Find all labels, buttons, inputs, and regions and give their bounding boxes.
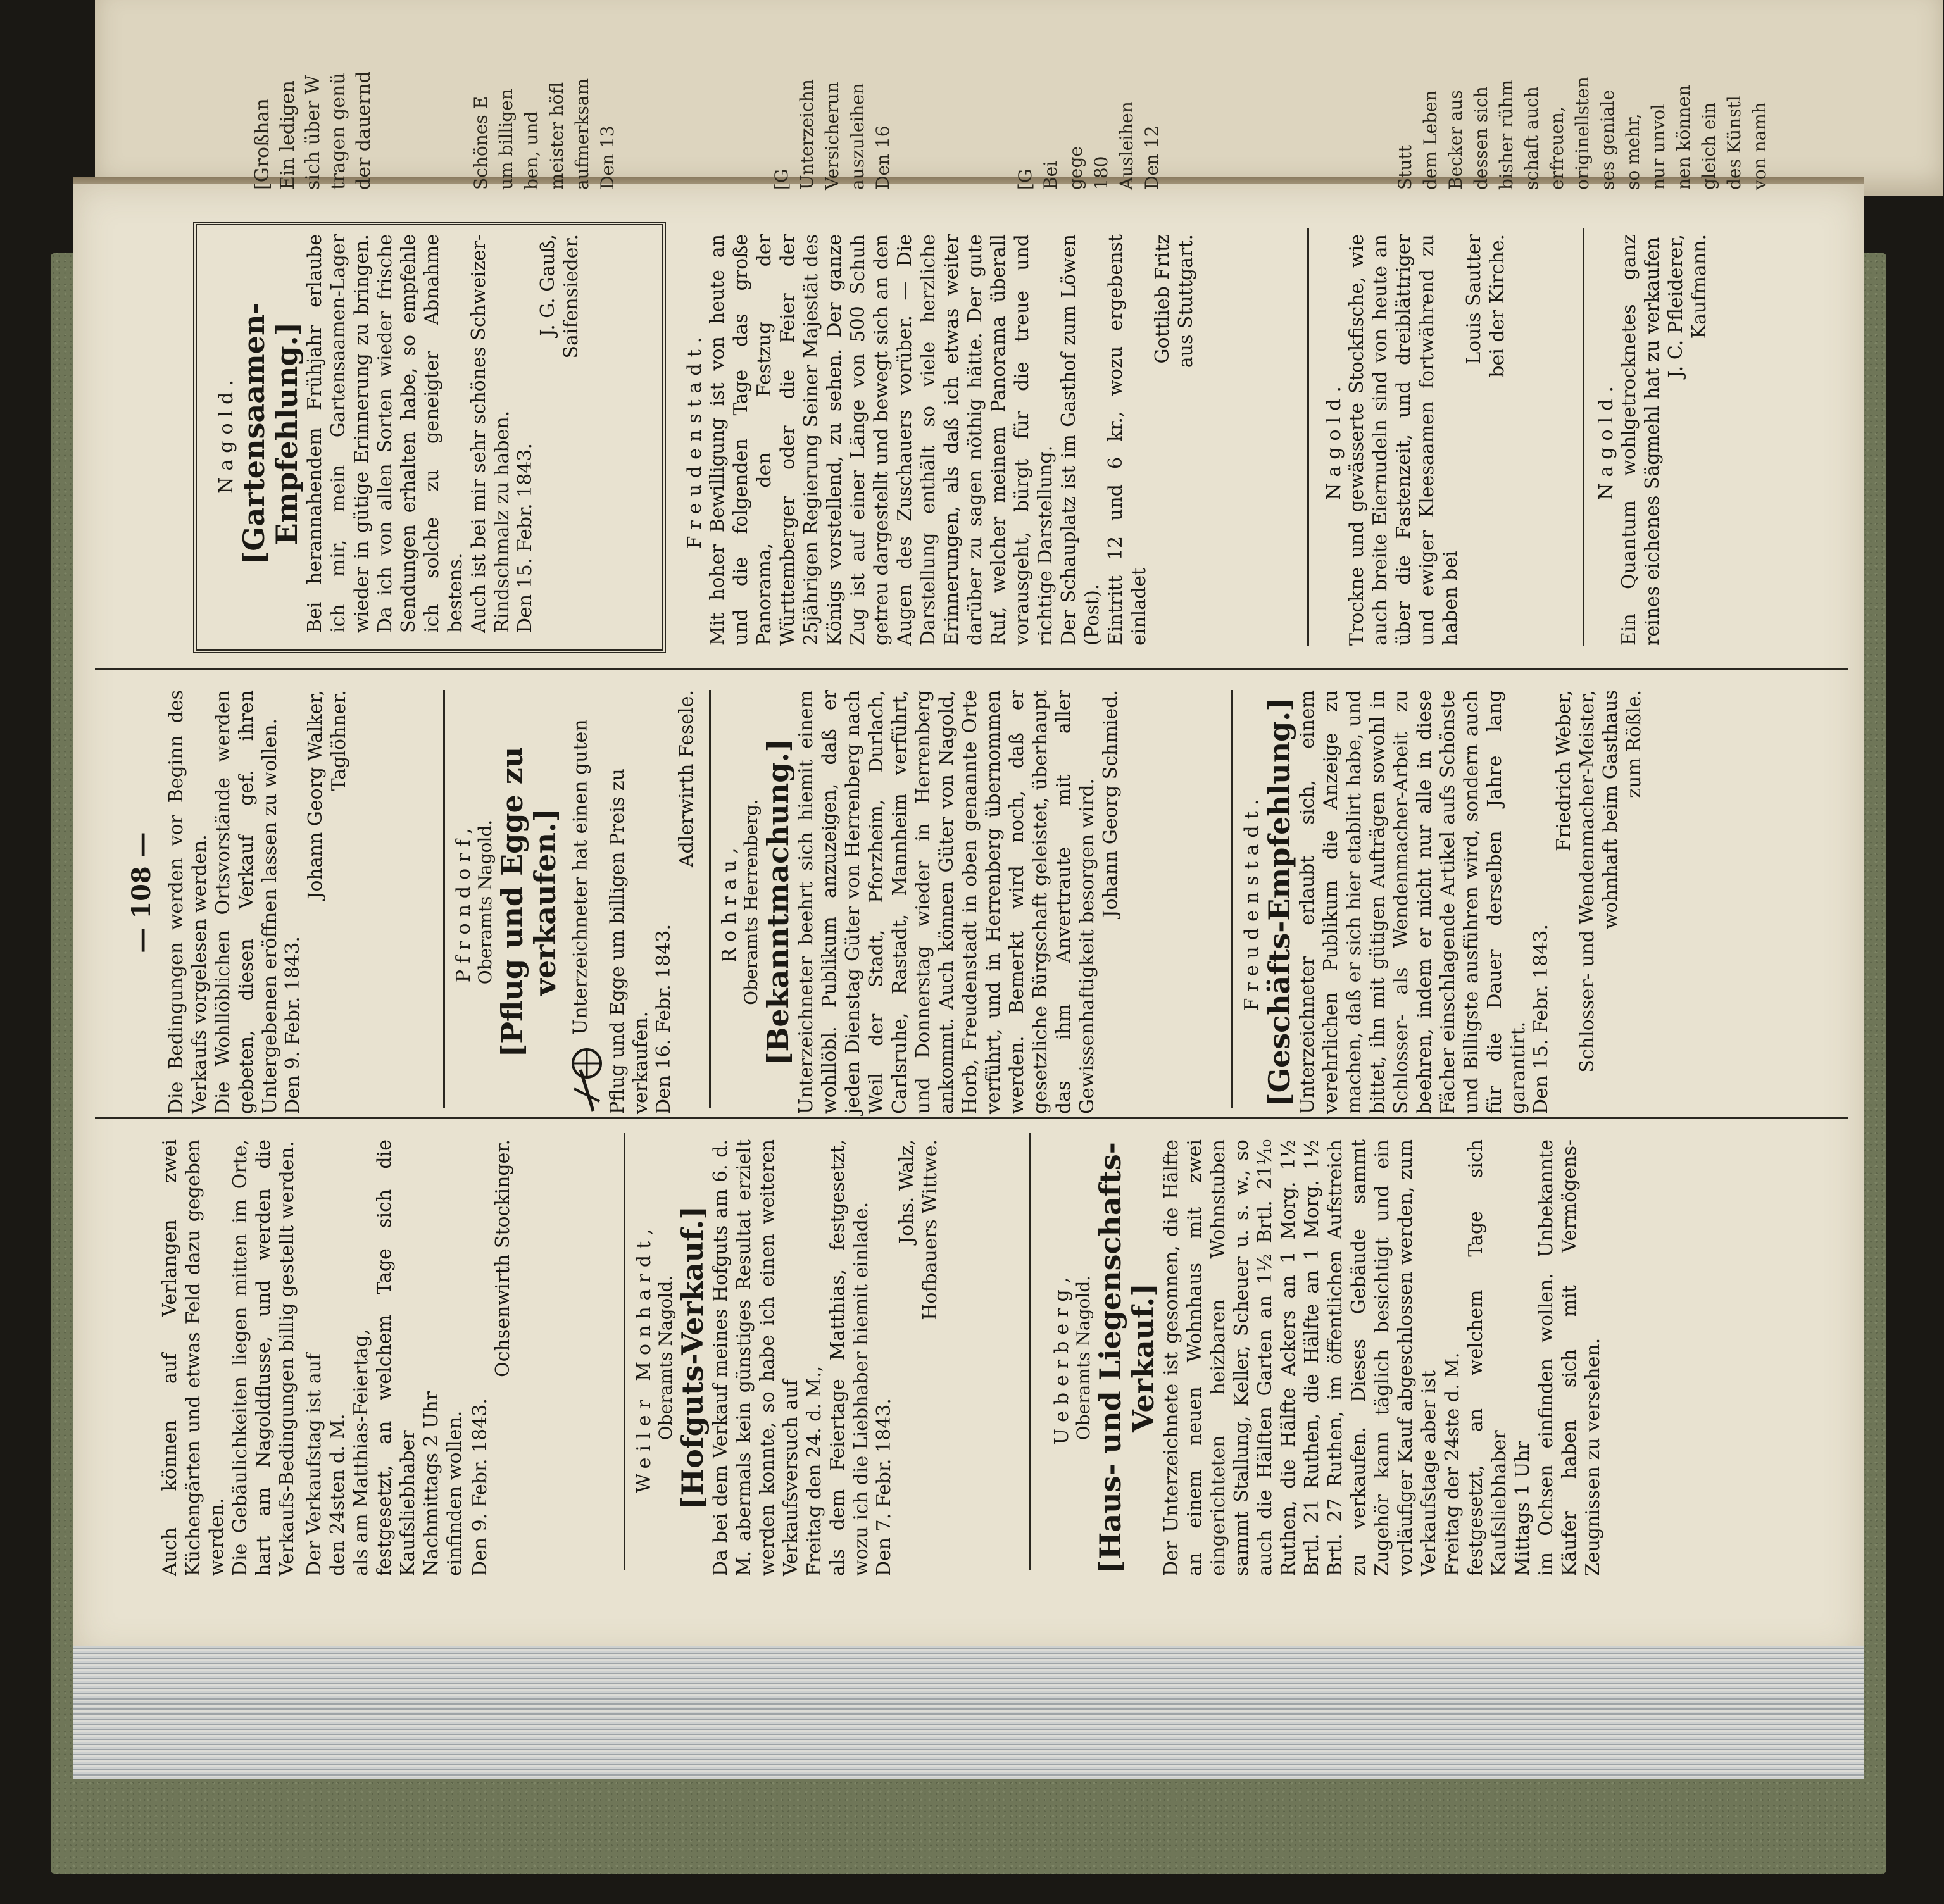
col2-ad3-heading: [Bekanntmachung.] bbox=[761, 738, 795, 1066]
col3-ad1-place: Nagold. bbox=[215, 373, 237, 494]
plough-woodcut-icon bbox=[561, 1038, 606, 1114]
col1-ad2-signature: Johs. Walz, Hofbauers Wittwe. bbox=[896, 1139, 941, 1320]
col1-ad3-place: Ueberberg, bbox=[1051, 1270, 1073, 1445]
col2-ad3-text: Unterzeichneter beehrt sich hiemit einem wohllöbl. Publikum anzuzeigen, daß er jeden Dienstag Güter von Herrenberg nach Weil der Stadt, Pforzheim, Durlach, Carlsruhe, Rastadt, Mannheim verführt, und Donnerstag wieder in Herrenberg ankommt. Auch können Güter von Nagold, Horb, Freudenstadt in oben genannte Orte verführt, und in Herrenberg übernommen werden. Bemerkt wird noch, daß er gesetzliche Bürgschaft geleistet, überhaupt das ihm Anvertraute mit aller Gewissenhaftigkeit besorgen wird. bbox=[795, 690, 1098, 1114]
column-2-part-a bbox=[165, 690, 351, 1114]
column-1-part-a bbox=[158, 1139, 515, 1576]
col1-ad3-district: Oberamts Nagold. bbox=[1073, 1275, 1094, 1441]
col1-ad2-text: Da bei dem Verkauf meines Hofguts am 6. d. M. abermals kein günstiges Resultat erzielt werden konnte, so habe ich einen weiteren Verkaufsversuch auf Freitag den 24. d. M., als dem Feiertage Matthias, festgesetzt, wozu ich die Liebhaber hiemit einlade. bbox=[710, 1139, 872, 1576]
column-3-part-b bbox=[684, 234, 1198, 646]
column-2-part-c bbox=[718, 690, 1122, 1114]
col2-ad4-date: Den 15. Febr. 1843. bbox=[1530, 924, 1552, 1114]
col3-divider-2 bbox=[1583, 228, 1584, 646]
col1-date: Den 9. Febr. 1843. bbox=[469, 1398, 491, 1576]
col2-ad3-place: Rohrau, bbox=[718, 841, 741, 963]
col1-ad3-text: Der Unterzeichnete ist gesonnen, die Hälfte an einem neuen Wohnhaus mit zwei eingerichteten heizbaren Wohnstuben sammt Stallung, Keller, Scheuer u. s. w., so auch die Hälften Garten an 1½ Brtl. 21¹⁄₁₀ Ruthen, die Hälfte Ackers an 1 Morg. 1½ Brtl. 21 Ruthen, die Hälfte an 1 Morg. 1½ Brtl. 27 Ruthen, im öffentlichen Aufstreich zu verkaufen. Dieses Gebäude sammt Zugehör kann täglich besichtigt und ein vorläufiger Kauf abgeschlossen werden, zum Verkaufstage aber ist Freitag der 24ste d. M. festgesetzt, an welchem Tage sich Kaufsliebhaber Mittags 1 Uhr im Ochsen einfinden wollen. Unbekannte Käufer haben sich mit Vermögens-Zeugnissen zu versehen. bbox=[1160, 1139, 1604, 1576]
col2-ad2-district: Oberamts Nagold. bbox=[475, 819, 496, 985]
facing-col-2 bbox=[468, 6, 620, 190]
col3-ad1-text: Bei herannahendem Frühjahr erlaube ich mir, mein Gartensaamen-Lager wieder in gütige Erinnerung zu bringen. Da ich von allen Sorten wieder frische Sendungen erhalten habe, so empfehle ich solche zu geneigter Abnahme bestens. Auch ist bei mir sehr schönes Schweizer-Rindschmalz zu haben. bbox=[304, 234, 513, 633]
col2-date: Den 9. Febr. 1843. bbox=[282, 936, 304, 1114]
col2-ad2-heading: [Pflug und Egge zu verkaufen.] bbox=[495, 746, 562, 1058]
col3-ad1-date: Den 15. Febr. 1843. bbox=[514, 442, 536, 633]
col2-ad3-district: Oberamts Herrenberg. bbox=[741, 799, 762, 1005]
facing-col-5 bbox=[1393, 6, 1772, 190]
col2-ad4-text: Unterzeichneter erlaubt sich, einem verehrlichen Publikum die Anzeige zu machen, daß er sich hier etablirt habe, und bittet, ihn mit gütigen Aufträgen sowohl in Schlosser- als Wendenmacher-Arbeit zu beehren, indem er nicht nur alle in diese Fächer einschlagende Artikel aufs Schönste und Billigste ausführen wird, sondern auch für die Dauer derselben Jahre lang garantirt. bbox=[1296, 690, 1529, 1114]
col2-ad4-place: Freudenstadt. bbox=[1241, 792, 1263, 1012]
facing-text-5: Stutt dem Leben Becker aus dessen sich bisher rühm schaft auch erfreuen, originellsten ses geniale so mehr, nur unvol nen können gleich ein des Künstl von namh bbox=[1395, 77, 1770, 190]
col2-divider-3 bbox=[1231, 690, 1233, 1108]
facing-col-4 bbox=[1013, 6, 1165, 190]
col3-divider-1 bbox=[1307, 228, 1309, 646]
col2-conditions-text: Die Bedingungen werden vor Beginn des Verkaufs vorgelesen werden. Die Wohllöblichen Ortsvorstände werden gebeten, diesen Verkauf gef. ihren Untergebenen eröffnen lassen zu wollen. bbox=[165, 690, 281, 1114]
facing-col-3 bbox=[769, 6, 896, 190]
col2-divider-2 bbox=[709, 690, 711, 1108]
page-number: — 108 — bbox=[127, 832, 156, 953]
col1-signature: Ochsenwirth Stockinger. bbox=[492, 1139, 514, 1377]
col3-ad3-place: Nagold. bbox=[1323, 380, 1345, 500]
page-edges bbox=[73, 1646, 1864, 1779]
column-1-part-b bbox=[633, 1139, 942, 1576]
col3-ad2-signature: Gottlieb Fritz aus Stuttgart. bbox=[1151, 234, 1197, 368]
col1-ad3-heading: [Haus- und Liegenschafts-Verkauf.] bbox=[1093, 1142, 1160, 1574]
col1-intro-text: Auch können auf Verlangen zwei Küchengärten und etwas Feld dazu gegeben werden. Die Gebäulichkeiten liegen mitten im Orte, hart am Nagoldflusse, und werden die Verkaufs-Bedingungen billig gestellt werden. bbox=[159, 1139, 298, 1576]
column-rule-1 bbox=[95, 1117, 1848, 1119]
col2-signature: Johann Georg Walker, Taglöhner. bbox=[304, 690, 350, 899]
col3-ad2-text: Mit hoher Bewilligung ist von heute an und die folgenden Tage das große Panorama, den Festzug der Württemberger oder die Feier der 25jährigen Regierung Seiner Majestät des Königs vorstellend, zu sehen. Der ganze Zug ist auf einer Länge von 500 Schuh getreu dargestellt und bewegt sich an den Augen des Zuschauers vorüber. — Die Darstellung enthält so viele herzliche Erinnerungen, als daß ich etwas weiter darüber zu sagen nöthig hätte. Der gute Ruf, welcher meinem Panorama überall vorausgeht, bürgt für die treue und richtige Darstellung. Der Schauplatz ist im Gasthof zum Löwen (Post). Eintritt 12 und 6 kr., wozu ergebenst einladet bbox=[706, 234, 1150, 646]
col3-ad1-heading: [Gartensaamen-Empfehlung.] bbox=[237, 302, 304, 565]
column-3-part-c bbox=[1323, 234, 1509, 646]
col1-ad2-district: Oberamts Nagold. bbox=[655, 1275, 676, 1441]
col2-ad4-heading: [Geschäfts-Empfehlung.] bbox=[1262, 697, 1296, 1107]
col3-ad4-place: Nagold. bbox=[1595, 380, 1617, 500]
col2-ad2-signature: Adlerwirth Fesele. bbox=[675, 690, 698, 868]
col1-ad2-heading: [Hofguts-Verkauf.] bbox=[675, 1205, 710, 1510]
col1-divider-1 bbox=[624, 1133, 625, 1570]
facing-text-4: [G Bei gege 180 Ausleihen Den 12 bbox=[1015, 101, 1162, 190]
col2-ad2-date: Den 16. Febr. 1843. bbox=[653, 924, 675, 1114]
column-2-part-b bbox=[453, 690, 698, 1114]
col3-ad4-signature: J. C. Pfleiderer, Kaufmann. bbox=[1665, 234, 1710, 378]
facing-text-2: Schönes E um billigen ben, und meister höfl aufmerksam Den 13 bbox=[470, 78, 618, 190]
facing-text-1: [Großhan Ein ledigen sich über W tragen genü der dauernd bbox=[251, 71, 375, 190]
facing-col-1 bbox=[250, 6, 377, 190]
col1-ad2-place: Weiler Monhardt, bbox=[633, 1222, 655, 1493]
col3-ad4-text: Ein Quantum wohlgetrocknetes ganz reines eichenes Sägmehl hat zu verkaufen bbox=[1618, 234, 1664, 646]
col1-divider-2 bbox=[1029, 1133, 1031, 1570]
col3-ad1-signature: J. G. Gauß, Saifensieder. bbox=[537, 234, 582, 359]
column-rule-2 bbox=[95, 668, 1848, 670]
col2-ad2-text: Unterzeichneter hat einen guten Pflug und Egge um billigen Preis zu verkaufen. bbox=[569, 719, 652, 1114]
column-1-part-c bbox=[1051, 1139, 1605, 1576]
column-3-part-a bbox=[215, 234, 583, 633]
facing-text-3: [G Unterzeichn Versicherun auszuleihen Den 16 bbox=[771, 79, 893, 190]
col3-ad2-place: Freudenstadt. bbox=[684, 330, 706, 549]
column-3-part-d bbox=[1595, 234, 1711, 646]
col2-ad2-place: Pfrondorf, bbox=[453, 821, 475, 983]
col2-divider-1 bbox=[443, 690, 445, 1108]
column-2-part-d bbox=[1241, 690, 1646, 1114]
col2-ad4-signature: Friedrich Weber, Schlosser- und Wendenmacher-Meister, wohnhaft beim Gasthaus zum Rößle. bbox=[1553, 690, 1645, 1073]
col1-ad2-date: Den 7. Febr. 1843. bbox=[873, 1398, 895, 1576]
col3-ad3-text: Trockne und gewässerte Stockfische, wie auch breite Eiernudeln sind von heute an über die Fastenzeit, und dreiblättriger und ewiger Kleesaamen fortwährend zu haben bei bbox=[1346, 234, 1462, 646]
col1-sale-day-text: Der Verkaufstag ist auf den 24sten d. M. als am Matthias-Feiertag, festgesetzt, an welchem Tage sich die Kaufsliebhaber Nachmittags 2 Uhr einfinden wollen. bbox=[303, 1139, 466, 1576]
col2-ad3-signature: Johann Georg Schmied. bbox=[1100, 690, 1122, 918]
col3-ad3-signature: Louis Sautter bei der Kirche. bbox=[1463, 234, 1508, 378]
